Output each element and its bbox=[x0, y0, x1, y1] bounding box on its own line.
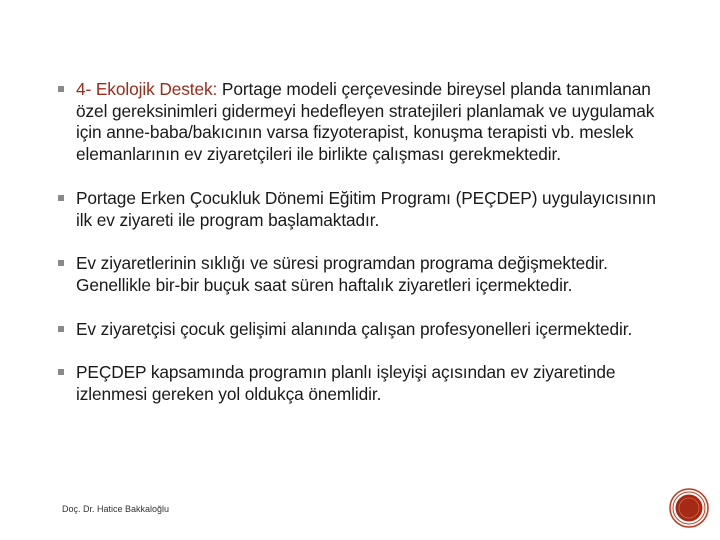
bullet-highlight: 4- Ekolojik Destek: bbox=[76, 79, 218, 99]
bullet-square-icon bbox=[58, 326, 64, 332]
bullet-item-1 bbox=[58, 79, 658, 166]
bullet-text: Portage modeli çerçevesinde bireysel planda tanımlanan özel gereksinimleri gidermeyi hedefleyen stratejileri planlamak ve uygulamak için anne-baba/bakıcının varsa fizyoterapist, konuşma terapisti vb. meslek elemanlarının ev ziyaretçileri ile birlikte çalışması gerekmektedir. bbox=[76, 79, 655, 165]
bullet-item-5 bbox=[58, 362, 658, 405]
bullet-item-4 bbox=[58, 319, 658, 341]
footer-author: Doç. Dr. Hatice Bakkaloğlu bbox=[62, 504, 170, 514]
bullet-square-icon bbox=[58, 260, 64, 266]
bullet-text: Ev ziyaretçisi çocuk gelişimi alanında çalışan profesyonelleri içermektedir. bbox=[76, 318, 633, 339]
bullet-list bbox=[58, 79, 658, 428]
bullet-text: PEÇDEP kapsamında programın planlı işleyişi açısından ev ziyaretinde izlenmesi gereken yol oldukça önemlidir. bbox=[76, 362, 616, 405]
bullet-square-icon bbox=[58, 195, 64, 201]
bullet-text: Portage Erken Çocukluk Dönemi Eğitim Programı (PEÇDEP) uygulayıcısının ilk ev ziyareti ile program başlamaktadır. bbox=[76, 187, 656, 230]
bullet-text: Ev ziyaretlerinin sıklığı ve süresi programdan programa değişmektedir. Genellikle bir-bir buçuk saat süren haftalık ziyaretleri içermektedir. bbox=[76, 253, 608, 295]
bullet-square-icon bbox=[58, 86, 64, 92]
bullet-square-icon bbox=[58, 369, 64, 375]
circular-emblem-icon bbox=[669, 488, 709, 528]
bullet-item-3 bbox=[58, 253, 658, 296]
bullet-item-2 bbox=[58, 188, 658, 231]
